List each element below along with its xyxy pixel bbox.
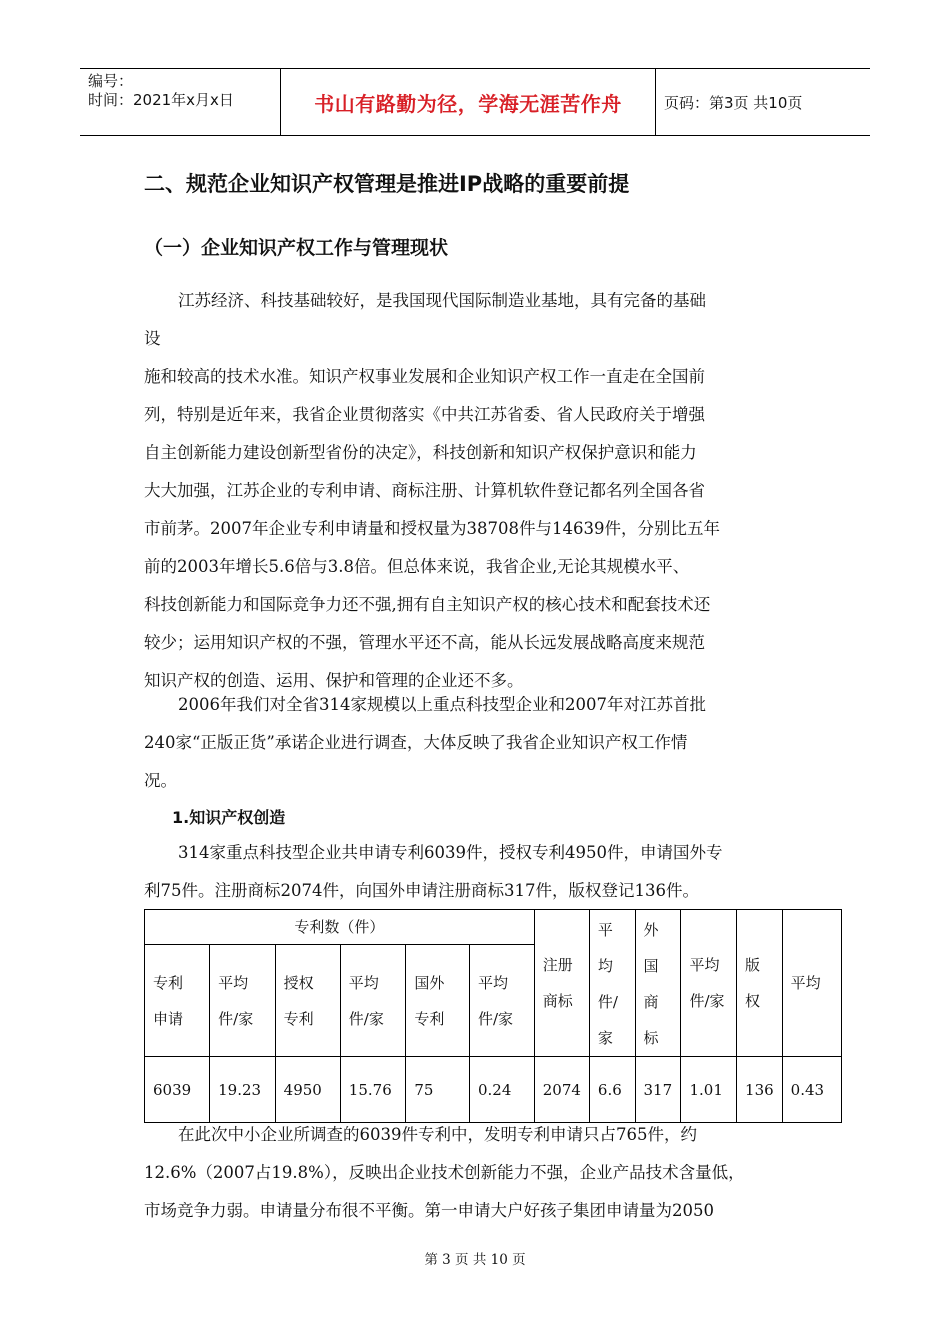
col-header-foreign-patent: 国外 专利 bbox=[406, 945, 470, 1057]
col-header-avg6: 平均 bbox=[782, 910, 841, 1057]
col-header-avg5: 平均 件/家 bbox=[681, 910, 737, 1057]
page-header bbox=[80, 68, 870, 136]
table-cell: 15.76 bbox=[340, 1057, 406, 1123]
text-line: 前的2003年增长5.6倍与3.8倍。但总体来说，我省企业,无论其规模水平、 bbox=[144, 557, 690, 576]
text-line: 市场竞争力弱。申请量分布很不平衡。第一申请大户好孩子集团申请量为2050 bbox=[144, 1201, 714, 1220]
text-line: 2006年我们对全省314家规模以上重点科技型企业和2007年对江苏首批 bbox=[178, 695, 706, 714]
table-cell: 317 bbox=[635, 1057, 681, 1123]
text-line: 利75件。注册商标2074件，向国外申请注册商标317件，版权登记136件。 bbox=[144, 881, 699, 900]
col-header-trademark: 注册 商标 bbox=[534, 910, 589, 1057]
paragraph-1 bbox=[144, 282, 824, 700]
table-cell: 2074 bbox=[534, 1057, 589, 1123]
subsection-heading: （一）企业知识产权工作与管理现状 bbox=[144, 237, 449, 259]
text-line: 314家重点科技型企业共申请专利6039件，授权专利4950件，申请国外专 bbox=[178, 843, 723, 862]
col-header-foreign-trademark: 外 国 商 标 bbox=[635, 910, 681, 1057]
col-header-avg4: 平 均 件/ 家 bbox=[589, 910, 635, 1057]
text-line: 12.6%（2007占19.8%），反映出企业技术创新能力不强，企业产品技术含量低， bbox=[144, 1163, 745, 1182]
text-line: 施和较高的技术水准。知识产权事业发展和企业知识产权工作一直走在全国前 bbox=[144, 367, 705, 386]
text-line: 列，特别是近年来，我省企业贯彻落实《中共江苏省委、省人民政府关于增强 bbox=[144, 405, 705, 424]
table-cell: 6.6 bbox=[589, 1057, 635, 1123]
text-line: 较少；运用知识产权的不强，管理水平还不高，能从长远发展战略高度来规范 bbox=[144, 633, 705, 652]
table-row bbox=[145, 1057, 842, 1123]
text-line: 设 bbox=[144, 329, 161, 348]
text-line: 自主创新能力建设创新型省份的决定》，科技创新和知识产权保护意识和能力 bbox=[144, 443, 697, 462]
text-line: 知识产权的创造、运用、保护和管理的企业还不多。 bbox=[144, 671, 524, 690]
col-header-copyright: 版 权 bbox=[737, 910, 783, 1057]
table-cell: 6039 bbox=[145, 1057, 210, 1123]
document-number-label: 编号： bbox=[88, 72, 134, 90]
item-heading: 1.知识产权创造 bbox=[172, 808, 286, 827]
paragraph-2 bbox=[144, 686, 824, 800]
text-line: 市前茅。2007年企业专利申请量和授权量为38708件与14639件，分别比五年 bbox=[144, 519, 720, 538]
table-header-row bbox=[145, 910, 842, 945]
table-cell: 136 bbox=[737, 1057, 783, 1123]
text-line: 在此次中小企业所调查的6039件专利中，发明专利申请只占765件，约 bbox=[178, 1125, 697, 1144]
col-header-avg3: 平均 件/家 bbox=[469, 945, 534, 1057]
document-time-label: 时间：2021年x月x日 bbox=[88, 91, 234, 109]
header-page-label: 页码：第3页 共10页 bbox=[664, 93, 803, 112]
table-cell: 0.43 bbox=[782, 1057, 841, 1123]
text-line: 江苏经济、科技基础较好，是我国现代国际制造业基地，具有完备的基础 bbox=[178, 291, 706, 310]
patent-group-header: 专利数（件） bbox=[145, 910, 535, 945]
col-header-patent-apply: 专利 申请 bbox=[145, 945, 210, 1057]
text-line: 科技创新能力和国际竞争力还不强,拥有自主知识产权的核心技术和配套技术还 bbox=[144, 595, 711, 614]
col-header-avg1: 平均 件/家 bbox=[210, 945, 276, 1057]
table-cell: 1.01 bbox=[681, 1057, 737, 1123]
col-header-avg2: 平均 件/家 bbox=[340, 945, 406, 1057]
table-cell: 0.24 bbox=[469, 1057, 534, 1123]
col-header-granted: 授权 专利 bbox=[275, 945, 340, 1057]
paragraph-3 bbox=[144, 834, 824, 910]
text-line: 大大加强，江苏企业的专利申请、商标注册、计算机软件登记都名列全国各省 bbox=[144, 481, 705, 500]
paragraph-4 bbox=[144, 1116, 824, 1230]
header-meta bbox=[80, 69, 280, 135]
table-cell: 75 bbox=[406, 1057, 470, 1123]
header-motto: 书山有路勤为径，学海无涯苦作舟 bbox=[280, 69, 656, 135]
ip-statistics-table bbox=[144, 909, 842, 1123]
section-heading: 二、规范企业知识产权管理是推进IP战略的重要前提 bbox=[144, 172, 630, 196]
page-footer: 第 3 页 共 10 页 bbox=[424, 1252, 526, 1268]
text-line: 况。 bbox=[144, 771, 177, 790]
text-line: 240家“正版正货”承诺企业进行调查，大体反映了我省企业知识产权工作情 bbox=[144, 733, 688, 752]
table-cell: 4950 bbox=[275, 1057, 340, 1123]
table-cell: 19.23 bbox=[210, 1057, 276, 1123]
